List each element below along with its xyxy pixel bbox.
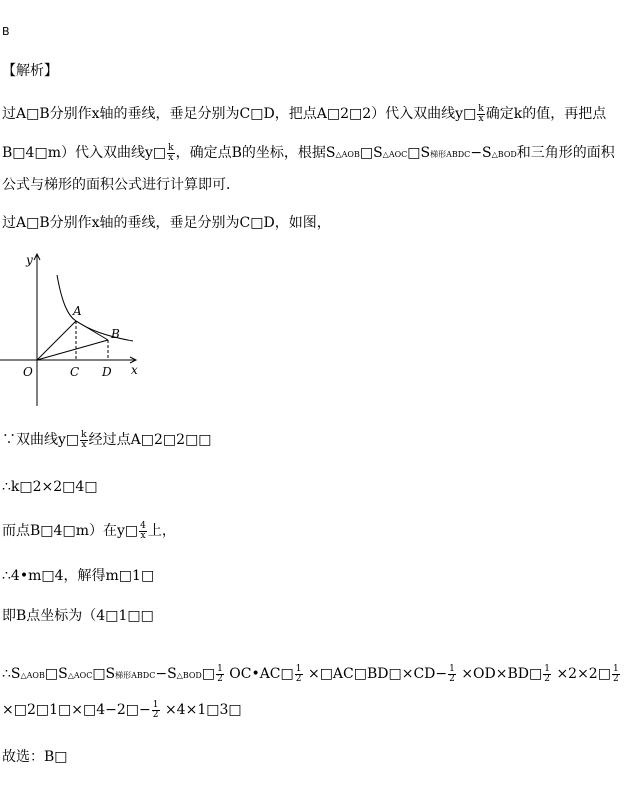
step-6: ∴S△AOB□S△AOC□S梯形ABDC−S△BOD□ $\frac{1}{2}$ OC•AC□ $\frac{1}{2}$ ×□AC□BD□×CD− $\frac{1}{2}$ ×OD×BD□ $\frac{1}{2}$ ×2×2□ $\frac{1}{2}$ bbox=[2, 663, 619, 684]
step-1: ∵双曲线y□ $\frac{k}{x}$ 经过点A□2□2□□ bbox=[2, 429, 212, 450]
x-axis-label: x bbox=[131, 363, 138, 377]
label-D: D bbox=[102, 365, 112, 379]
step-4: ∴4•m□4，解得m□1□ bbox=[2, 568, 155, 584]
step-7: ×□2□1□×□4−2□− $\frac{1}{2}$ ×4×1□3□ bbox=[2, 699, 242, 720]
analysis-line-1: 过A□B分别作x轴的垂线，垂足分别为C□D，把点A□2□2）代入双曲线y□ $\frac{k}{x}$ 确定k的值，再把点 bbox=[2, 103, 607, 124]
step-2: ∴k□2×2□4□ bbox=[2, 479, 98, 495]
step-3: 而点B□4□m）在y□ $\frac{4}{x}$ 上， bbox=[2, 520, 176, 541]
final-answer: 故选：B□ bbox=[2, 749, 68, 765]
fraction-k-over-x: $\frac{k}{x}$ bbox=[478, 103, 484, 124]
fraction-4-over-x: $\frac{4}{x}$ bbox=[140, 520, 146, 541]
step-5: 即B点坐标为（4□1□□ bbox=[2, 608, 154, 624]
label-C: C bbox=[70, 365, 80, 379]
analysis-heading: 【解析】 bbox=[2, 63, 58, 79]
analysis-line-3: 公式与梯形的面积公式进行计算即可． bbox=[2, 177, 240, 193]
label-B: B bbox=[111, 327, 120, 341]
y-axis-label: y bbox=[26, 253, 33, 267]
hyperbola-figure bbox=[0, 248, 150, 408]
analysis-line-2: B□4□m）代入双曲线y□ $\frac{k}{x}$ ，确定点B的坐标，根据S△AOB□S△AOC□S梯形ABDC−S△BOD和三角形的面积 bbox=[2, 142, 615, 163]
intro-line: 过A□B分别作x轴的垂线，垂足分别为C□D，如图， bbox=[2, 215, 331, 231]
answer-text: B bbox=[2, 25, 10, 38]
label-A: A bbox=[73, 304, 82, 318]
label-O: O bbox=[23, 365, 33, 379]
